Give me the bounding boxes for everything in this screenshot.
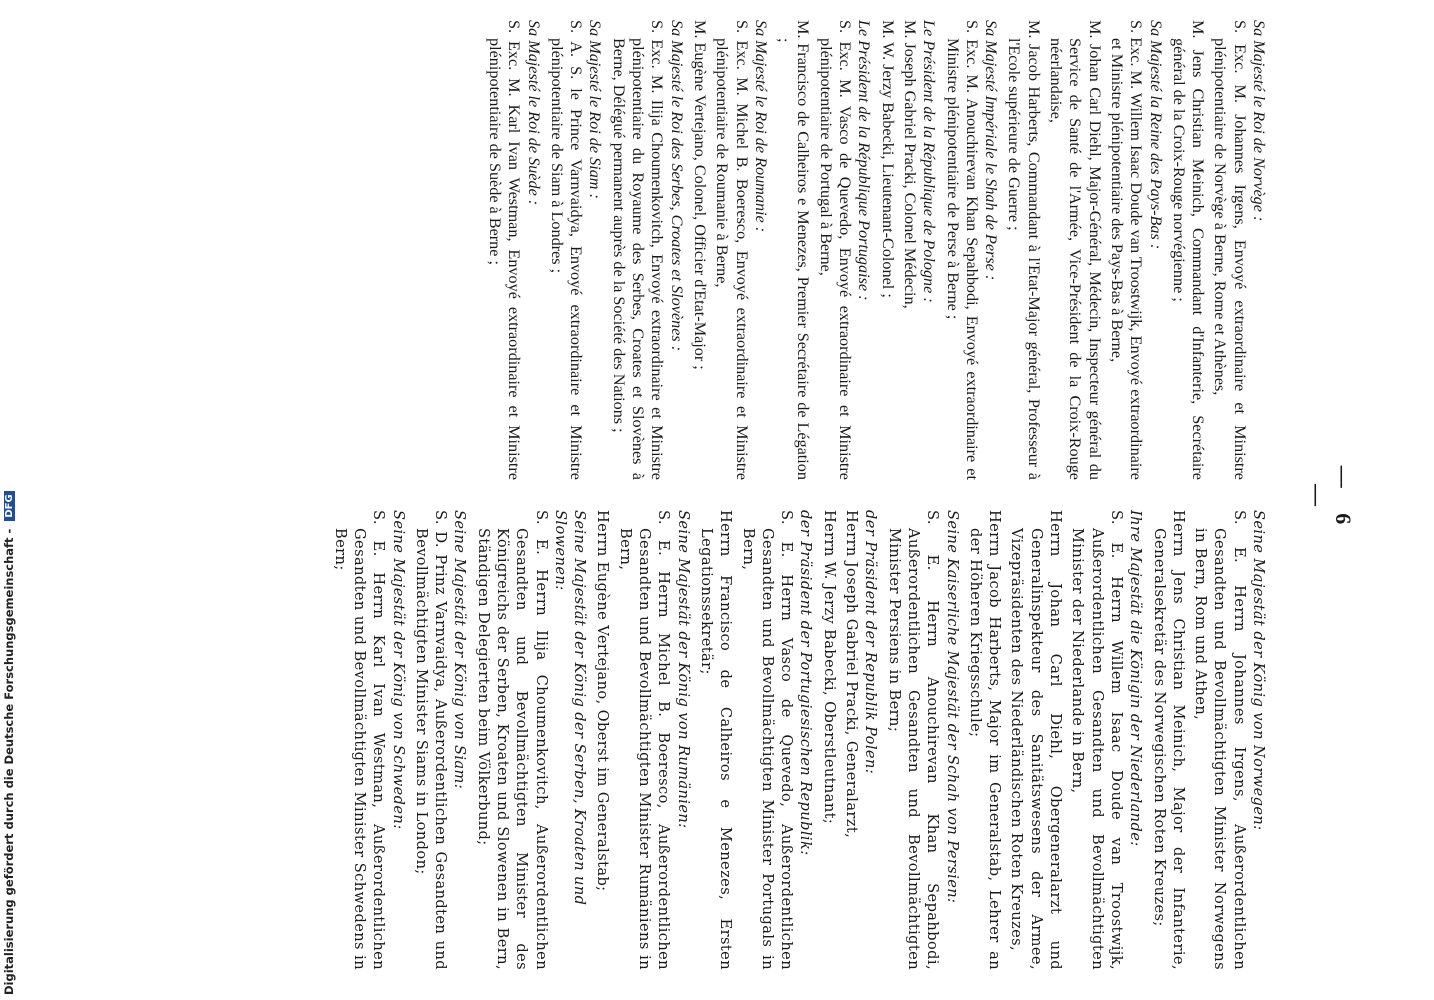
section-serbia-de	[473, 510, 589, 970]
delegate-entry: S. Exc. M. Ilija Choumenkovitch, Envoyé extraordinaire et Ministre plénipotentiaire du Royaume des Serbes, Croates et Slovènes à Berne, Délégué permanent auprès de la Société des Nations ;	[609, 20, 667, 480]
delegate-entry: Herrn Francisco de Calheiros e Menezes, Ersten Legationssekretär;	[697, 510, 735, 970]
section-poland-fr	[877, 20, 938, 480]
section-heading: Sa Majesté la Reine des Pays-Bas :	[1146, 20, 1165, 250]
section-siam-fr	[547, 20, 605, 480]
delegate-entry: M. Jacob Harberts, Commandant à l'Etat-Major général, Professeur à l'Ecole supérieure de Guerre ;	[1005, 20, 1043, 480]
section-heading: Sa Majesté le Roi de Roumanie :	[751, 20, 770, 233]
delegate-entry: M. Jens Christian Meinich, Commandant d'Infanterie, Secrétaire général de la Croix-Rouge norvégienne ;	[1169, 20, 1208, 480]
delegate-entry: S. Exc. M. Vasco de Quevedo, Envoyé extraordinaire et Ministre plénipotentiaire de Portugal à Berne,	[816, 20, 855, 480]
german-column	[326, 510, 1268, 970]
delegate-entry: Herrn Jens Christian Meinich, Major der Infanterie, Generalsekretär des Norwegischen Roten Kreuzes;	[1150, 510, 1187, 970]
section-heading: Seine Majestät der König von Siam:	[451, 510, 469, 790]
section-heading: Sa Majesté le Roi de Norvège :	[1250, 20, 1268, 222]
section-heading: Sa Majesté le Roi des Serbes, Croates et Slovènes :	[667, 20, 686, 352]
delegate-entry: S. Exc. M. Karl Ivan Westman, Envoyé extraordinaire et Ministre plénipotentiaire de Suède à Berne ;	[486, 20, 524, 480]
section-heading: Le Président de la République Portugaise :	[855, 20, 874, 301]
delegate-entry: M. Johan Carl Diehl, Major-Général, Médecin, Inspecteur général du Service de Santé de l'Armée, Vice-Président de la Croix-Rouge néerlandaise,	[1047, 20, 1104, 480]
digitization-credit	[2, 491, 16, 995]
delegate-entry: M. Eugène Vertejano, Colonel, Officier d'Etat-Major ;	[690, 20, 709, 370]
section-portugal-fr	[774, 20, 873, 480]
section-sweden-de	[330, 510, 407, 970]
section-heading: Sa Majesté Impériale le Shah de Perse :	[982, 20, 1001, 281]
section-heading: Le Président de la République de Pologne :	[920, 20, 939, 303]
delegate-entry: S. A. S. le Prince Varnvaidya, Envoyé extraordinaire et Ministre plénipotentiaire de Siam à Londres ;	[547, 20, 586, 480]
section-norway-de	[1149, 510, 1268, 970]
delegate-entry: S. E. Herrn Karl Ivan Westman, Außerordentlichen Gesandten und Bevollmächtigten Minister Schwedens in Bern;	[331, 510, 388, 970]
section-serbia-fr	[609, 20, 686, 480]
delegate-entry: S. Exc. M. Michel B. Boeresco, Envoyé extraordinaire et Ministre plénipotentiaire de Roumanie à Berne,	[713, 20, 751, 480]
credit-text: Digitalisierung gefördert durch die Deutsche Forschungsgemeinschaft -	[2, 528, 16, 995]
delegate-entry: Herrn W. Jerzy Babecki, Oberstleutnant;	[820, 510, 838, 825]
delegate-entry: M. Joseph Gabriel Pracki, Colonel Médecin,	[900, 20, 919, 309]
section-siam-de	[412, 510, 470, 970]
section-heading: der Präsident der Republik Polen:	[862, 510, 880, 775]
delegate-entry: S. E. Herrn Ilija Choumenkovitch, Außerordentlichen Gesandten und Bevollmächtigten Minister des Königreichs der Serben, Kroaten und Slowenen in Bern, Ständigen Delegierten beim Völkerbund;	[474, 510, 550, 970]
section-persia-de	[884, 510, 961, 970]
rotated-page	[108, 20, 1368, 980]
section-heading: der Präsident der Portugiesischen Republik:	[797, 510, 815, 856]
section-heading: Seine Majestät der König von Norwegen:	[1250, 510, 1267, 831]
french-column	[481, 20, 1268, 480]
section-romania-fr	[690, 20, 770, 480]
delegate-entry: S. E. Herrn Willem Isaac Doude van Troostwijk, Außerordentlichen Gesandten und Bevollmächtigten Minister der Niederlande in Bern,	[1069, 510, 1125, 970]
section-heading: Sa Majesté le Roi de Suède :	[524, 20, 543, 206]
delegate-entry: S. E. Herrn Anouchirevan Khan Sepahbodi, Außerordentlichen Gesandten und Bevollmächtigten Minister Persiens in Bern;	[885, 510, 942, 970]
delegate-entry: M. W. Jerzy Babecki, Lieutenant-Colonel ;	[878, 20, 897, 298]
page-number: — 6 —	[1305, 465, 1356, 535]
section-portugal-de	[697, 510, 816, 970]
delegate-entry: S. E. Herrn Michel B. Boeresco, Außerordentlichen Gesandten und Bevollmächtigten Minister Rumäniens in Bern,	[616, 510, 673, 970]
section-netherlands-de	[966, 510, 1146, 970]
delegate-entry: Herrn Eugène Vertejano, Oberst im Generalstab;	[594, 510, 612, 892]
delegate-entry: S. Exc. M. Anouchirevan Khan Sepahbodi, Envoyé extraordinaire et Ministre plénipotentiaire de Perse à Berne ;	[943, 20, 981, 480]
delegate-entry: S. Exc. M. Johannes Irgens, Envoyé extraordinaire et Ministre plénipotentiaire de Norvège à Berne, Rome et Athènes,	[1211, 20, 1249, 480]
section-romania-de	[593, 510, 692, 970]
delegate-entry: M. Francisco de Calheiros e Menezes, Premier Secrétaire de Légation ;	[775, 20, 813, 480]
section-heading: Sa Majesté le Roi de Siam :	[586, 20, 605, 199]
section-persia-fr	[942, 20, 1000, 480]
delegate-entry: Herrn Jacob Harberts, Major im Generalstab, Lehrer an der Höheren Kriegsschule;	[966, 510, 1004, 970]
section-poland-de	[819, 510, 880, 970]
section-norway-fr	[1169, 20, 1268, 480]
delegate-entry: S. E. Herrn Johannes Irgens, Außerordentlichen Gesandten und Bevollmächtigten Minister Norwegens in Bern, Rom und Athen,	[1192, 510, 1248, 970]
section-heading: Seine Majestät der König von Rumänien:	[674, 510, 692, 829]
delegate-entry: S. D. Prinz Varnvaidya, Außerordentlichen Gesandten und Bevollmächtigten Minister Siams in London;	[412, 510, 450, 970]
delegate-entry: S. Exc. M. Willem Isaac Doude van Troostwijk, Envoyé extraordinaire et Ministre plénipotentiaire des Pays-Bas à Berne,	[1107, 20, 1146, 480]
delegate-entry: Herrn Johan Carl Diehl, Obergeneralarzt und Generalinspekteur des Sanitätswesens der Armee, Vizepräsidenten des Niederländischen Roten Kreuzes,	[1008, 510, 1065, 970]
section-netherlands-fr	[1004, 20, 1164, 480]
section-heading: Seine Majestät der König der Serben, Kroaten und Slowenen:	[551, 510, 589, 906]
delegate-entry: S. E. Herrn Vasco de Quevedo, Außerordentlichen Gesandten und Bevollmächtigten Minister Portugals in Bern,	[739, 510, 796, 970]
section-sweden-fr	[485, 20, 543, 480]
dfg-logo: DFG	[4, 491, 15, 520]
delegate-entry: Herrn Joseph Gabriel Pracki, Generalarzt,	[843, 510, 861, 839]
section-heading: Ihre Majestät die Königin der Niederlande:	[1127, 510, 1145, 847]
section-heading: Seine Majestät der König von Schweden:	[389, 510, 407, 830]
section-heading: Seine Kaiserliche Majestät der Schah von Persien:	[943, 510, 961, 904]
